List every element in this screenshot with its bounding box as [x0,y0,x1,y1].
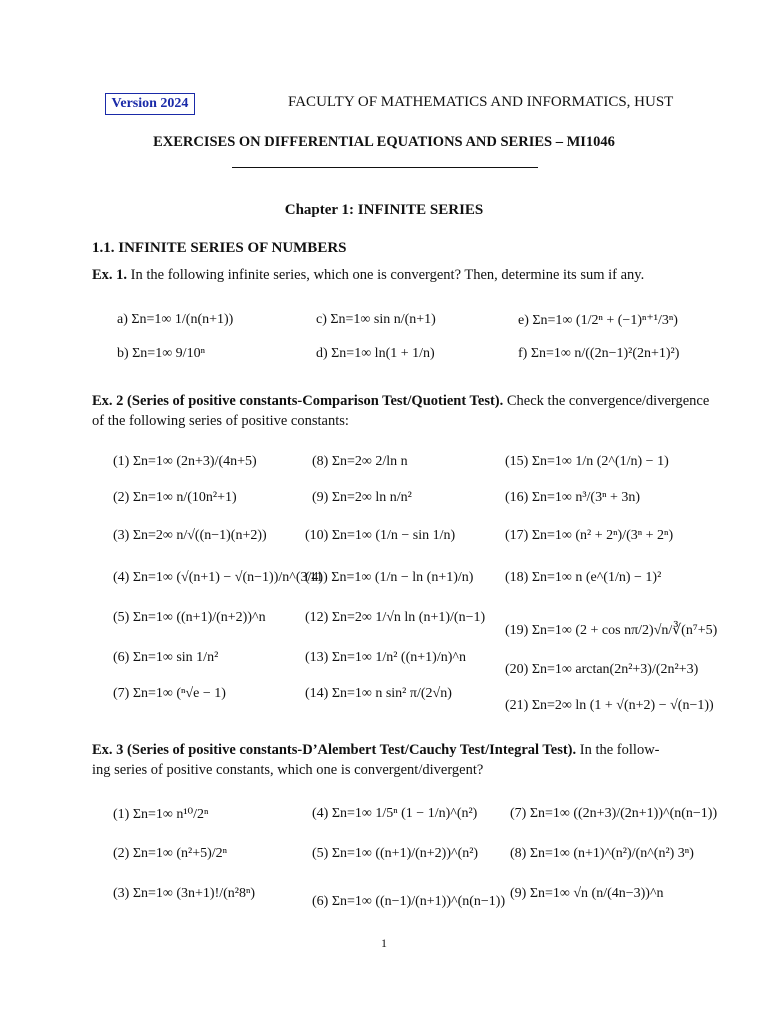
ex1-item-b: b) Σn=1∞ 9/10ⁿ [117,346,205,361]
ex3-statement [92,742,660,759]
ex1-text: In the following infinite series, which one is convergent? Then, determine its sum if any. [127,267,645,283]
ex2-item-1: (1) Σn=1∞ (2n+3)/(4n+5) [113,454,257,469]
ex1-item-d: d) Σn=1∞ ln(1 + 1/n) [316,346,435,361]
ex3-item-4: (4) Σn=1∞ 1/5ⁿ (1 − 1/n)^(n²) [312,806,478,821]
ex2-item-6: (6) Σn=1∞ sin 1/n² [113,650,219,665]
ex3-item-1: (1) Σn=1∞ n¹⁰/2ⁿ [113,807,209,822]
ex3-item-2: (2) Σn=1∞ (n²+5)/2ⁿ [113,846,228,861]
ex3-item-7: (7) Σn=1∞ ((2n+3)/(2n+1))^(n(n−1)) [510,806,718,821]
ex2-item-3: (3) Σn=2∞ n/√((n−1)(n+2)) [113,528,267,543]
ex2-item-17: (17) Σn=1∞ (n² + 2ⁿ)/(3ⁿ + 2ⁿ) [505,528,674,543]
faculty-header: FACULTY OF MATHEMATICS AND INFORMATICS, HUST [288,94,674,110]
ex2-item-14: (14) Σn=1∞ n sin² π/(2√n) [305,686,452,701]
ex2-label: Ex. 2 (Series of positive constants-Comparison Test/Quotient Test). [92,393,504,409]
ex3-item-3: (3) Σn=1∞ (3n+1)!/(n²8ⁿ) [113,886,256,901]
ex2-item-2: (2) Σn=1∞ n/(10n²+1) [113,490,237,505]
ex3-item-6: (6) Σn=1∞ ((n−1)/(n+1))^(n(n−1)) [312,894,506,909]
ex1-statement [92,267,644,284]
ex1-item-a: a) Σn=1∞ 1/(n(n+1)) [117,312,234,327]
section-title: 1.1. INFINITE SERIES OF NUMBERS [92,240,347,256]
ex2-statement [92,393,709,410]
ex2-item-8: (8) Σn=2∞ 2/ln n [312,454,408,469]
ex2-item-5: (5) Σn=1∞ ((n+1)/(n+2))^n [113,610,266,625]
ex1-label: Ex. 1. [92,267,128,283]
course-title: EXERCISES ON DIFFERENTIAL EQUATIONS AND SERIES – MI1046 [153,134,615,150]
ex3-label: Ex. 3 (Series of positive constants-D’Alembert Test/Cauchy Test/Integral Test). [92,742,577,758]
ex2-item-16: (16) Σn=1∞ n³/(3ⁿ + 3n) [505,490,641,505]
ex2-item-20: (20) Σn=1∞ arctan(2n²+3)/(2n²+3) [505,662,699,677]
ex2-item-15: (15) Σn=1∞ 1/n (2^(1/n) − 1) [505,454,669,469]
version-badge: Version 2024 [105,93,195,115]
ex3-item-5: (5) Σn=1∞ ((n+1)/(n+2))^(n²) [312,846,479,861]
ex3-text: In the follow- [576,742,660,758]
ex1-item-e: e) Σn=1∞ (1/2ⁿ + (−1)ⁿ⁺¹/3ⁿ) [518,313,678,328]
ex1-item-f: f) Σn=1∞ n/((2n−1)²(2n+1)²) [518,346,680,361]
ex2-item-9: (9) Σn=2∞ ln n/n² [312,490,412,505]
ex2-item-4: (4) Σn=1∞ (√(n+1) − √(n−1))/n^(3/4) [113,570,324,585]
ex2-item-7: (7) Σn=1∞ (ⁿ√e − 1) [113,686,226,701]
ex1-item-c: c) Σn=1∞ sin n/(n+1) [316,312,436,327]
ex3-item-9: (9) Σn=1∞ √n (n/(4n−3))^n [510,886,664,901]
ex3-statement-cont: ing series of positive constants, which one is convergent/divergent? [92,762,484,778]
ex2-item-18: (18) Σn=1∞ n (e^(1/n) − 1)² [505,570,662,585]
ex2-item-19: (19) Σn=1∞ (2 + cos nπ/2)√n/∛(n⁷+5) [505,623,718,638]
ex3-item-8: (8) Σn=1∞ (n+1)^(n²)/(n^(n²) 3ⁿ) [510,846,694,861]
ex2-item-13: (13) Σn=1∞ 1/n² ((n+1)/n)^n [305,650,466,665]
title-divider [232,167,538,168]
page-number: 1 [381,936,387,950]
ex2-item-12: (12) Σn=2∞ 1/√n ln (n+1)/(n−1) [305,610,486,625]
ex2-item-11: (11) Σn=1∞ (1/n − ln (n+1)/n) [305,570,474,585]
chapter-title: Chapter 1: INFINITE SERIES [284,202,484,218]
ex2-item-10: (10) Σn=1∞ (1/n − sin 1/n) [305,528,456,543]
ex2-statement-cont: of the following series of positive constants: [92,413,349,429]
ex2-item-21: (21) Σn=2∞ ln (1 + √(n+2) − √(n−1)) [505,698,714,713]
ex2-text: Check the convergence/divergence [503,393,710,409]
